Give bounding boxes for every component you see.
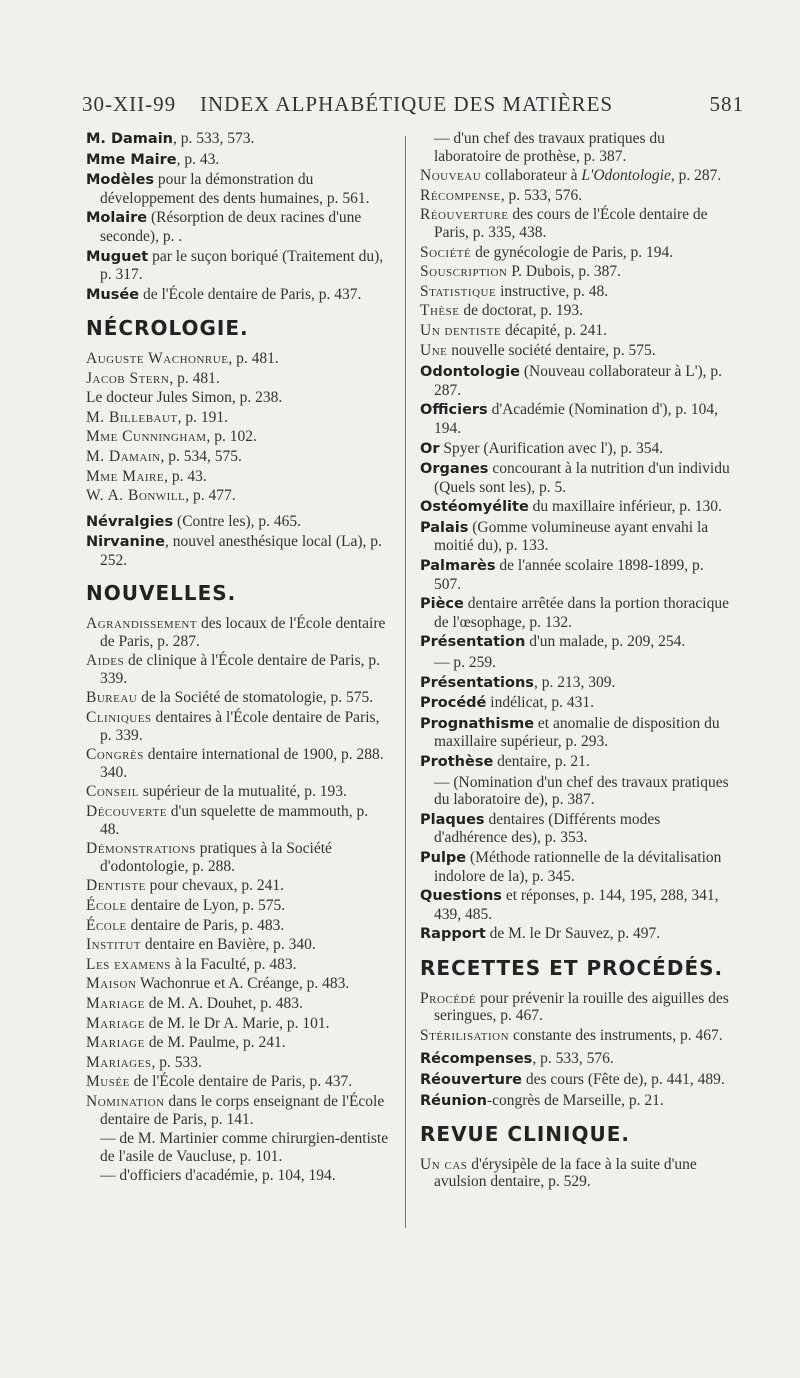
entry-text: de doctorat, p. 193. (459, 302, 584, 320)
entry-text: Wachonrue et A. Créange, p. 483. (136, 975, 350, 993)
entry-keyword: Modèles (86, 172, 155, 189)
entry-keyword: Récompense (420, 186, 501, 204)
entry-keyword: Prognathisme (420, 715, 535, 732)
index-entry (86, 389, 390, 407)
entry-keyword: Palmarès (420, 558, 496, 575)
entry-keyword: Mariage (86, 994, 145, 1012)
index-entry (420, 167, 732, 185)
page-header (82, 92, 744, 122)
index-entry (420, 283, 732, 301)
entry-text: , p. 533, 573. (173, 130, 255, 147)
entry-text: , p. 43. (164, 467, 207, 485)
index-entry (86, 209, 390, 245)
entry-text: supérieur de la mutualité, p. 193. (138, 783, 347, 801)
index-entry (86, 877, 390, 895)
entry-text: et anomalie de disposition du maxillaire supérieur, p. 293. (434, 714, 720, 751)
entry-keyword: Maison (86, 975, 137, 993)
entry-text: , p. 533. (151, 1053, 202, 1071)
entry-text: , p. 102. (206, 428, 257, 446)
index-entry (420, 187, 732, 205)
entry-keyword: Plaques (420, 811, 485, 828)
right-column (420, 130, 732, 1193)
entry-keyword: Auguste Wachonrue (86, 349, 229, 367)
entry-keyword: Présentations (420, 674, 534, 691)
entry-text: de la Société de stomatologie, p. 575. (137, 689, 374, 707)
index-entry (86, 248, 390, 284)
index-entry (420, 519, 732, 555)
entry-keyword: Officiers (420, 402, 488, 419)
section-title-nouvelles: NOUVELLES. (86, 581, 237, 606)
entry-text: , nouvel anesthésique local (La), p. 252. (100, 533, 382, 569)
entry-keyword: Réunion (420, 1092, 487, 1109)
entry-text: , p. 534, 575. (160, 447, 242, 465)
entry-text: des cours de l'École dentaire de Paris, p. 335, 438. (434, 206, 708, 241)
entry-keyword: Procédé (420, 989, 477, 1007)
column-divider (405, 136, 406, 1228)
entry-keyword: Dentiste (86, 877, 146, 895)
entry-text: dentaire en Bavière, p. 340. (141, 936, 316, 954)
entry-keyword: Agrandissement (86, 615, 198, 633)
entry-keyword: Nomination (86, 1092, 165, 1110)
entry-keyword: Récompenses (420, 1051, 533, 1068)
index-entry (86, 151, 390, 170)
index-entry (86, 409, 390, 427)
entry-text: , p. 191. (177, 408, 229, 426)
index-entry (86, 803, 390, 838)
index-entry (420, 849, 732, 885)
entry-keyword: Un dentiste (420, 321, 502, 339)
entry-text: d'un malade, p. 209, 254. (525, 633, 686, 651)
section-title-recettes: RECETTES ET PROCÉDÉS. (420, 955, 724, 980)
index-entry (86, 897, 390, 915)
entry-text: instructive, p. 48. (496, 282, 609, 300)
index-entry (420, 322, 732, 340)
index-entry (86, 840, 390, 875)
entry-keyword: Stérilisation (420, 1026, 510, 1044)
entry-text: nouvelle société dentaire, p. 575. (447, 341, 656, 359)
index-entry (420, 302, 732, 320)
index-entry (86, 130, 390, 149)
entry-keyword: Mariage (86, 1014, 145, 1032)
index-entry (86, 1034, 390, 1052)
index-entry (86, 1093, 390, 1128)
index-entry (420, 363, 732, 399)
index-entry (420, 440, 732, 459)
index-entry (86, 1073, 390, 1091)
index-entry (86, 350, 390, 368)
entry-keyword: Société (420, 243, 472, 261)
index-entry (420, 753, 732, 772)
entry-text: dentaire de Lyon, p. 575. (126, 896, 286, 914)
entry-keyword: Mme Maire (86, 467, 165, 485)
entry-text: par le suçon boriqué (Traitement du), p. 317. (100, 247, 384, 284)
entry-keyword: Palais (420, 519, 469, 536)
entry-text: , p. 287. (670, 167, 722, 185)
index-entry (420, 263, 732, 281)
index-entry (86, 286, 390, 305)
index-entry (420, 557, 732, 593)
entry-keyword: Institut (86, 936, 141, 954)
index-entry (420, 811, 732, 847)
entry-text: dentaire de Paris, p. 483. (126, 916, 285, 934)
entry-keyword: Nirvanine (86, 534, 165, 551)
entry-text: de M. Paulme, p. 241. (144, 1034, 286, 1052)
entry-text: dentaire arrêtée dans la portion thoracique de l'œsophage, p. 132. (434, 595, 729, 631)
index-entry (420, 1092, 732, 1111)
entry-keyword: Molaire (86, 210, 148, 227)
entry-text: dentaire, p. 21. (493, 753, 590, 770)
entry-keyword: Démonstrations (86, 840, 196, 858)
index-entry (86, 746, 390, 781)
entry-text: (Contre les), p. 465. (173, 512, 302, 530)
entry-text: dentaire international de 1900, p. 288. 340. (100, 746, 384, 781)
index-entry (86, 709, 390, 744)
entry-keyword: Muguet (86, 248, 149, 265)
index-subentry: — d'officiers d'académie, p. 104, 194. (100, 1167, 336, 1185)
entry-text: à la Faculté, p. 483. (170, 955, 297, 973)
entry-keyword: Musée (86, 286, 140, 303)
entry-keyword: Thèse (420, 302, 460, 320)
entry-text: , p. 481. (169, 369, 220, 387)
entry-keyword: Névralgies (86, 513, 174, 530)
entry-keyword: Découverte (86, 803, 167, 820)
index-entry (86, 995, 390, 1013)
index-entry (86, 370, 390, 388)
entry-text: des cours (Fête de), p. 441, 489. (521, 1070, 725, 1088)
entry-keyword: Bureau (86, 689, 138, 707)
entry-keyword: Musée (86, 1073, 130, 1091)
index-entry (420, 206, 732, 241)
index-entry (86, 428, 390, 446)
entry-keyword: Souscription (420, 263, 508, 281)
index-entry (420, 498, 732, 517)
index-entry (86, 936, 390, 954)
entry-keyword: Aides (86, 652, 125, 670)
entry-text: dentaires (Différents modes d'adhérence des), p. 353. (434, 810, 661, 847)
left-column (86, 130, 390, 1187)
entry-keyword: Pulpe (420, 849, 467, 866)
entry-text: P. Dubois, p. 387. (507, 263, 622, 281)
index-entry (86, 1054, 390, 1072)
entry-text: dentaires à l'École dentaire de Paris, p. 339. (100, 709, 380, 744)
entry-text: collaborateur à (481, 167, 582, 185)
index-subentry: — (Nomination d'un chef des travaux pratiques du laboratoire de), p. 387. (434, 773, 729, 809)
entry-keyword: Jacob Stern (86, 369, 170, 387)
entry-text: d'Académie (Nomination d'), p. 104, 194. (434, 401, 718, 437)
entry-keyword: M. Damain (86, 131, 173, 147)
entry-keyword: Mme Cunningham (86, 428, 207, 446)
index-entry (420, 244, 732, 262)
entry-text: de clinique à l'École dentaire de Paris, p. 339. (100, 652, 381, 687)
entry-text: , p. 213, 309. (533, 673, 616, 691)
entry-keyword: M. Billebaut (86, 408, 178, 426)
entry-text: (Gomme volumineuse ayant envahi la moitié du), p. 133. (434, 518, 709, 555)
index-entry (86, 783, 390, 801)
entry-text: constante des instruments, p. 467. (509, 1026, 723, 1044)
entry-text: pour prévenir la rouille des aiguilles des seringues, p. 467. (434, 989, 729, 1025)
section-title-necrologie: NÉCROLOGIE. (86, 316, 249, 341)
index-entry (420, 342, 732, 360)
entry-text: , p. 533, 576. (532, 1050, 614, 1068)
entry-text: d'un squelette de mammouth, p. 48. (100, 803, 369, 838)
index-entry (86, 468, 390, 486)
entry-keyword: Cliniques (86, 709, 152, 727)
entry-text: (Méthode rationnelle de la dévitalisation indolore de la), p. 345. (434, 848, 722, 885)
entry-keyword: M. Damain (86, 447, 161, 465)
entry-text: pour chevaux, p. 241. (145, 877, 284, 895)
index-entry (86, 975, 390, 993)
entry-text: de M. A. Douhet, p. 483. (144, 994, 303, 1012)
entry-text: , p. 43. (176, 150, 220, 168)
entry-keyword: Une (420, 341, 448, 359)
entry-keyword: Congrès (86, 746, 144, 764)
entry-keyword: Conseil (86, 783, 139, 801)
index-subentry: — d'un chef des travaux pratiques du laboratoire de prothèse, p. 387. (434, 130, 665, 165)
entry-text: -congrès de Marseille, p. 21. (486, 1091, 664, 1109)
entry-keyword: Or (420, 440, 440, 457)
index-entry (86, 487, 390, 505)
entry-text: de gynécologie de Paris, p. 194. (471, 243, 674, 261)
entry-text: Spyer (Aurification avec l'), p. 354. (439, 439, 664, 457)
index-subentry: — p. 259. (434, 654, 496, 672)
entry-text: de l'année scolaire 1898-1899, p. 507. (434, 557, 704, 593)
index-subentry: — de M. Martinier comme chirurgien-dentiste de l'asile de Vaucluse, p. 101. (100, 1130, 389, 1165)
index-entry (420, 925, 732, 944)
entry-text: des locaux de l'École dentaire de Paris, p. 287. (100, 615, 386, 650)
index-entry (86, 615, 390, 650)
entry-keyword: Mme Maire (86, 151, 177, 168)
entry-keyword: Organes (420, 461, 489, 478)
header-date: 30-XII-99 (82, 92, 177, 116)
entry-keyword: Un cas (420, 1155, 468, 1173)
index-entry (86, 1015, 390, 1033)
index-entry (420, 694, 732, 713)
entry-text: indélicat, p. 431. (486, 694, 595, 712)
index-entry (86, 689, 390, 707)
entry-text: décapité, p. 241. (501, 321, 607, 339)
index-entry (420, 633, 732, 652)
header-title: INDEX ALPHABÉTIQUE DES MATIÈRES (200, 92, 614, 116)
entry-text: de l'École dentaire de Paris, p. 437. (129, 1073, 353, 1091)
entry-text: du maxillaire inférieur, p. 130. (528, 498, 722, 516)
index-entry (86, 533, 390, 569)
entry-text: , p. 481. (228, 349, 279, 367)
index-entry (420, 990, 732, 1025)
entry-text: (Résorption de deux racines d'une seconde), p. . (100, 209, 362, 245)
index-entry (86, 917, 390, 935)
entry-text: pratiques à la Société d'odontologie, p. 288. (100, 840, 332, 875)
entry-keyword: Mariage (86, 1034, 145, 1052)
section-title-revue: REVUE CLINIQUE. (420, 1122, 630, 1147)
entry-text: de l'École dentaire de Paris, p. 437. (139, 285, 362, 303)
entry-text: dans le corps enseignant de l'École dentaire de Paris, p. 141. (100, 1092, 385, 1128)
index-entry (420, 595, 732, 631)
entry-text: concourant à la nutrition d'un individu (Quels sont les), p. 5. (434, 460, 730, 496)
index-entry (86, 652, 390, 687)
index-entry (420, 1050, 732, 1069)
index-entry (420, 1071, 732, 1090)
entry-keyword: École (86, 896, 127, 914)
index-entry (420, 1027, 732, 1045)
entry-text: pour la démonstration du développement des dents humaines, p. 561. (100, 171, 370, 207)
page-number: 581 (709, 92, 744, 116)
entry-text: d'érysipèle de la face à la suite d'une avulsion dentaire, p. 529. (434, 1155, 697, 1191)
entry-keyword: Réouverture (420, 1071, 522, 1088)
entry-text: , p. 533, 576. (500, 186, 583, 204)
index-entry (86, 513, 390, 532)
index-entry (86, 448, 390, 466)
entry-keyword: Statistique (420, 282, 497, 300)
entry-text: (Nouveau collaborateur à L'), p. 287. (434, 363, 723, 399)
index-entry (420, 674, 732, 693)
index-entry (420, 1156, 732, 1191)
entry-keyword: Nouveau (420, 167, 482, 185)
entry-keyword: Procédé (420, 695, 487, 712)
entry-keyword: Odontologie (420, 364, 520, 381)
entry-text: de M. le Dr Sauvez, p. 497. (485, 925, 661, 943)
entry-keyword: École (86, 916, 127, 934)
index-entry (420, 715, 732, 751)
entry-text: , p. 477. (185, 487, 236, 505)
entry-text: et réponses, p. 144, 195, 288, 341, 439, 485. (434, 887, 719, 923)
entry-text: Le docteur Jules Simon, p. 238. (86, 389, 283, 407)
entry-keyword: Présentation (420, 634, 526, 651)
entry-keyword: Pièce (420, 596, 464, 613)
entry-keyword: Questions (420, 888, 502, 905)
entry-text: de M. le Dr A. Marie, p. 101. (144, 1014, 330, 1032)
entry-italic: L'Odontologie (581, 167, 671, 185)
index-entry (86, 956, 390, 974)
entry-keyword: Mariages (86, 1053, 152, 1071)
entry-keyword: Ostéomyélite (420, 499, 529, 516)
entry-keyword: Réouverture (420, 206, 509, 224)
index-entry (420, 887, 732, 923)
entry-keyword: Les examens (86, 955, 171, 973)
index-entry (420, 460, 732, 496)
index-entry (86, 171, 390, 207)
index-entry (420, 401, 732, 437)
entry-keyword: W. A. Bonwill (86, 487, 186, 505)
entry-keyword: Prothèse (420, 754, 494, 770)
entry-keyword: Rapport (420, 926, 486, 943)
